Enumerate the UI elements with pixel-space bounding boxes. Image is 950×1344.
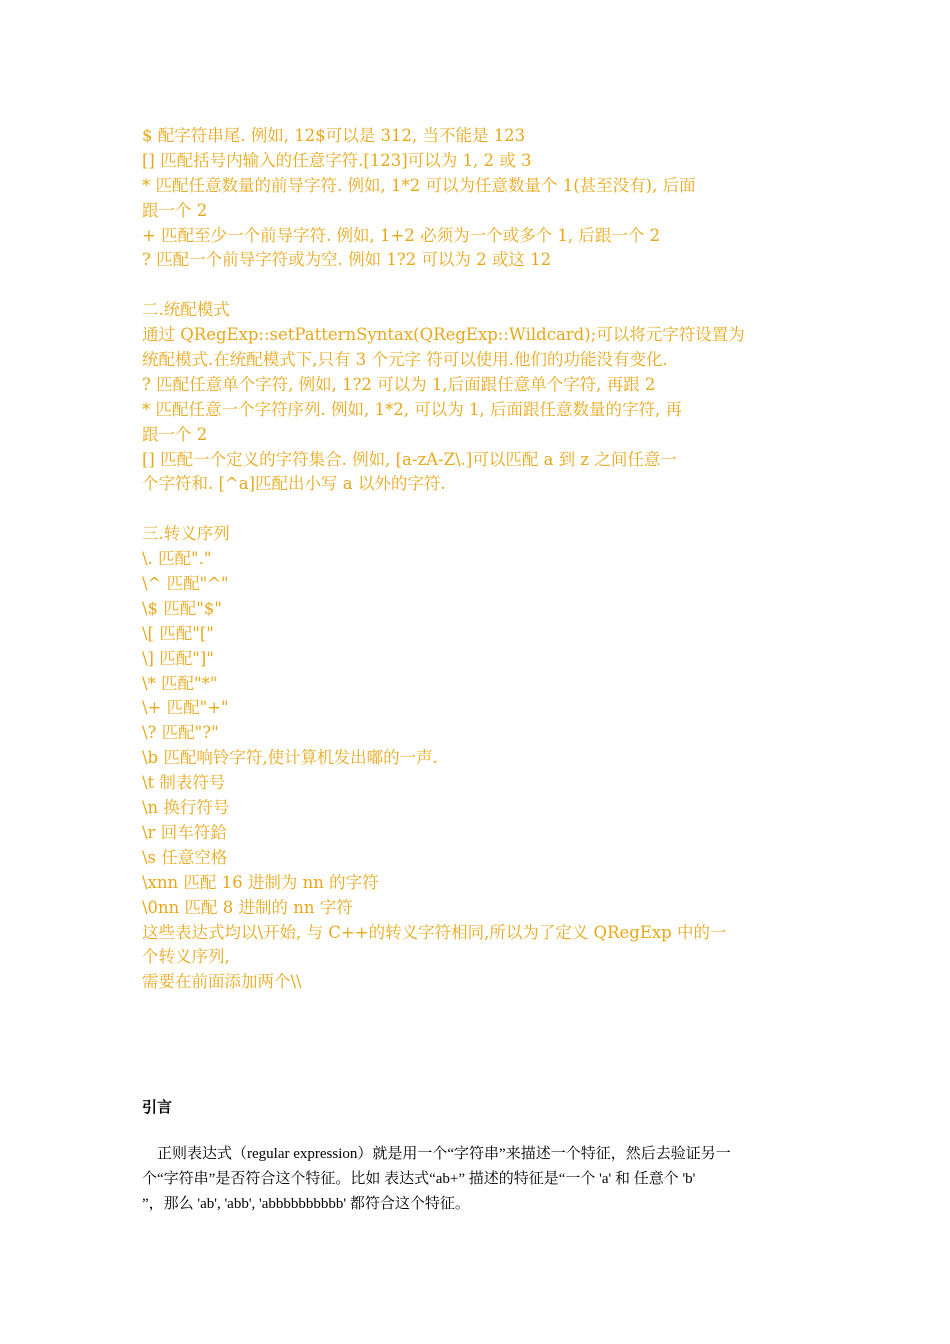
escape-line: \? 匹配"?" <box>142 723 219 743</box>
escape-rules <box>142 547 810 995</box>
escape-line: \$ 匹配"$" <box>142 598 222 618</box>
regex-notes <box>142 124 810 995</box>
escape-line: \s 任意空格 <box>142 847 228 867</box>
wildcard-rules <box>142 323 810 497</box>
spacer <box>142 273 810 298</box>
paragraph-line: 正则表达式（regular expression）就是用一个“字符串”来描述一个特征，然后去验证另一 <box>142 1146 731 1162</box>
escape-line: \b 匹配响铃字符,使计算机发出嘟的一声. <box>142 748 438 768</box>
rule-line: [] 匹配括号内输入的任意字符.[123]可以为 1, 2 或 3 <box>142 150 532 170</box>
rule-line: 通过 QRegExp::setPatternSyntax(QRegExp::Wildcard);可以将元字符设置为 <box>142 325 745 345</box>
paragraph-line: 个“字符串”是否符合这个特征。比如 表达式“ab+” 描述的特征是“一个 'a' 和 任意个 'b' <box>142 1171 696 1187</box>
escape-line: \^ 匹配"^" <box>142 574 229 594</box>
rule-line: [] 匹配一个定义的字符集合. 例如, [a-zA-Z\.]可以匹配 a 到 z 之间任意一 <box>142 449 677 469</box>
escape-line: \+ 匹配"+" <box>142 698 229 718</box>
rule-line: * 匹配任意数量的前导字符. 例如, 1*2 可以为任意数量个 1(甚至没有), 后面 <box>142 175 696 195</box>
escape-line: \0nn 匹配 8 进制的 nn 字符 <box>142 897 353 917</box>
escape-line: 个转义序列, <box>142 947 230 967</box>
rule-line: ? 匹配一个前导字符或为空. 例如 1?2 可以为 2 或这 12 <box>142 250 552 270</box>
escape-line: \xnn 匹配 16 进制为 nn 的字符 <box>142 872 379 892</box>
rule-line: + 匹配至少一个前导字符. 例如, 1+2 必须为一个或多个 1, 后跟一个 2 <box>142 225 661 245</box>
rule-line: ? 匹配任意单个字符, 例如, 1?2 可以为 1,后面跟任意单个字符, 再跟 2 <box>142 374 656 394</box>
escape-line: \] 匹配"]" <box>142 648 214 668</box>
spacer <box>142 497 810 522</box>
rule-line: 跟一个 2 <box>142 200 208 220</box>
escape-line: \* 匹配"*" <box>142 673 218 693</box>
section-heading-escape: 三.转义序列 <box>142 524 230 544</box>
escape-line: 这些表达式均以\开始, 与 C++的转义字符相同,所以为了定义 QRegExp 中的一 <box>142 922 727 942</box>
escape-line: 需要在前面添加两个\\ <box>142 972 302 992</box>
escape-line: \t 制表符号 <box>142 773 226 793</box>
escape-line: \n 换行符号 <box>142 798 230 818</box>
rule-line: * 匹配任意一个字符序列. 例如, 1*2, 可以为 1, 后面跟任意数量的字符, 再 <box>142 399 682 419</box>
escape-line: \. 匹配"." <box>142 549 212 569</box>
rule-line: 统配模式.在统配模式下,只有 3 个元字 符可以使用.他们的功能没有变化. <box>142 350 668 370</box>
paragraph-line: ”，那么 'ab', 'abb', 'abbbbbbbbbb' 都符合这个特征。 <box>142 1196 470 1212</box>
intro-paragraph <box>142 1142 810 1217</box>
section-heading-wildcard: 二.统配模式 <box>142 300 230 320</box>
rule-line: $ 配字符串尾. 例如, 12$可以是 312, 当不能是 123 <box>142 126 526 145</box>
escape-line: \r 回车符鉿 <box>142 822 227 842</box>
escape-line: \[ 匹配"[" <box>142 623 214 643</box>
intro-heading: 引言 <box>142 1098 173 1116</box>
anchor-rules <box>142 124 810 273</box>
rule-line: 个字符和. [^a]匹配出小写 a 以外的字符. <box>142 474 446 494</box>
rule-line: 跟一个 2 <box>142 424 208 444</box>
